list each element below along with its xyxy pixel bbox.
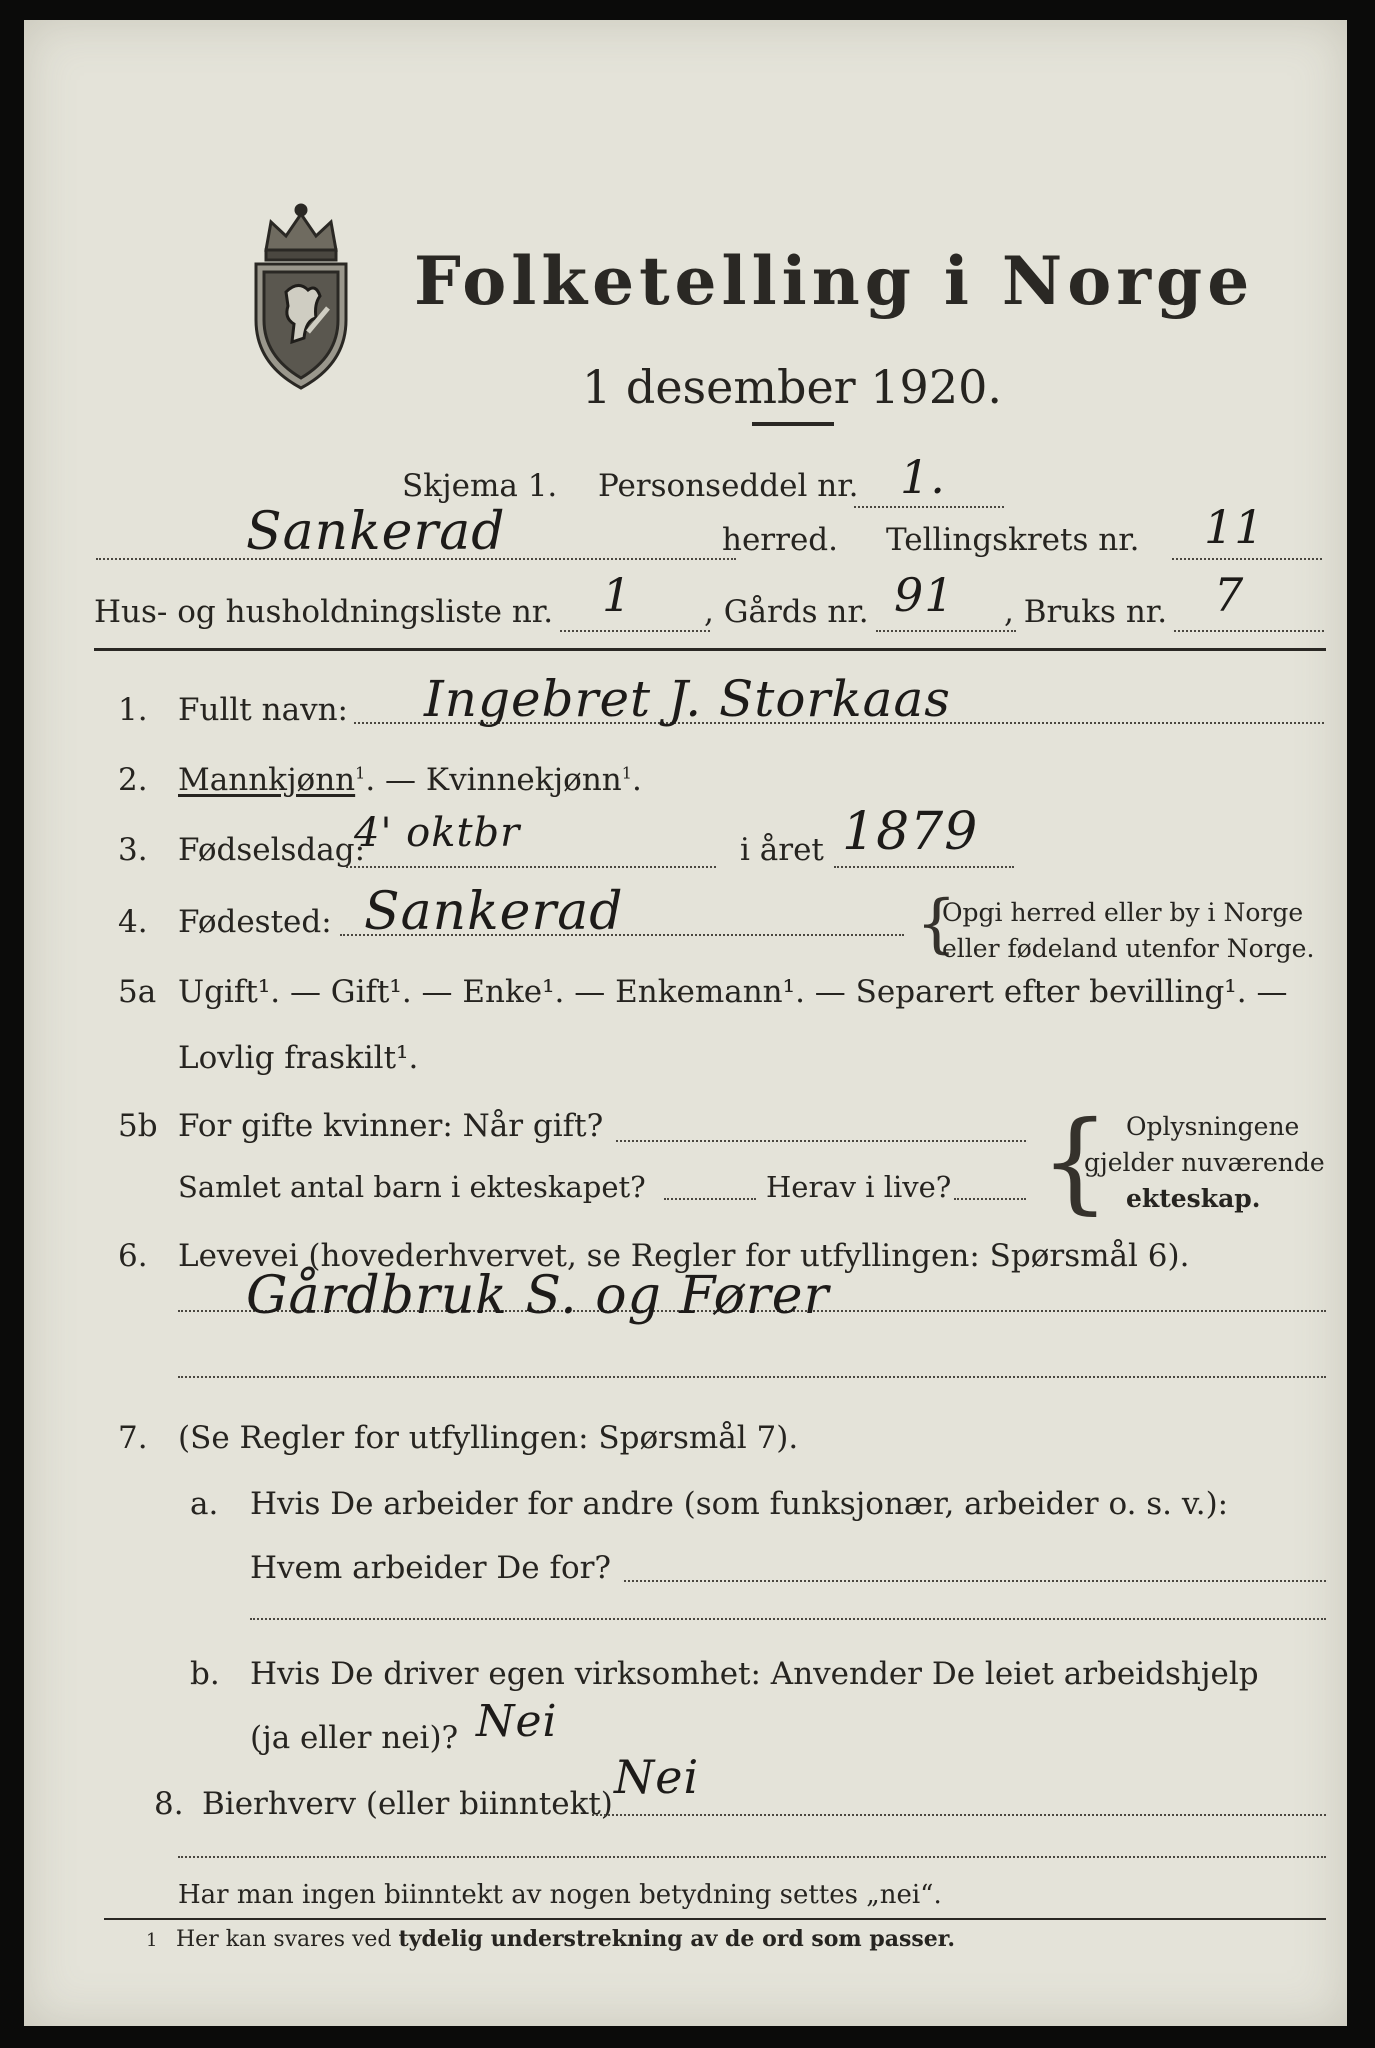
header-rule bbox=[94, 648, 1326, 651]
tellingskrets-label: Tellingskrets nr. bbox=[886, 522, 1140, 558]
q6-line-2 bbox=[178, 1376, 1326, 1378]
q3-year-value[interactable]: 1879 bbox=[842, 802, 979, 862]
census-form-sheet bbox=[24, 20, 1347, 2026]
q6-label: Levevei (hovederhvervet, se Regler for utfyllingen: Spørsmål 6). bbox=[178, 1238, 1190, 1274]
q3-number: 3. bbox=[118, 832, 148, 868]
q4-note-line2: eller fødeland utenfor Norge. bbox=[942, 934, 1315, 963]
footnote-text-bold: tydelig understrekning av de ord som passer. bbox=[398, 1926, 956, 1952]
footnote-text-plain: Her kan svares ved bbox=[176, 1927, 399, 1952]
q5b-note-line1: Oplysningene bbox=[1126, 1112, 1300, 1141]
q5a-number: 5a bbox=[118, 974, 157, 1010]
q5b-note-line3: ekteskap. bbox=[1126, 1184, 1261, 1213]
q3-day-value[interactable]: 4' oktbr bbox=[354, 810, 521, 856]
q1-full-name-value[interactable]: Ingebret J. Storkaas bbox=[424, 670, 951, 728]
q4-note-brace: { bbox=[916, 887, 957, 961]
q7b-letter: b. bbox=[190, 1656, 220, 1692]
bruks-line bbox=[1174, 630, 1324, 632]
husliste-value[interactable]: 1 bbox=[602, 568, 633, 622]
q6-occupation-value[interactable]: Gårdbruk S. og Fører bbox=[246, 1266, 830, 1326]
q7b-answer-value[interactable]: Nei bbox=[476, 1696, 558, 1747]
husliste-label: Hus- og husholdningsliste nr. bbox=[94, 594, 554, 630]
tellingskrets-value[interactable]: 11 bbox=[1204, 500, 1265, 554]
q2-end: . bbox=[631, 762, 642, 798]
q2-number: 2. bbox=[118, 762, 148, 798]
q8-note: Har man ingen biinntekt av nogen betydning settes „nei“. bbox=[178, 1880, 942, 1910]
q2-male-option[interactable]: Mannkjønn bbox=[178, 762, 356, 798]
q7a-line-1 bbox=[624, 1580, 1326, 1582]
q7a-text: Hvis De arbeider for andre (som funksjonær, arbeider o. s. v.): bbox=[250, 1486, 1229, 1522]
q2-female-option[interactable]: Kvinnekjønn bbox=[425, 762, 622, 798]
q7a-letter: a. bbox=[190, 1486, 219, 1522]
q4-birthplace-value[interactable]: Sankerad bbox=[364, 882, 624, 942]
q8-answer-value[interactable]: Nei bbox=[614, 1750, 700, 1804]
q4-label: Fødested: bbox=[178, 904, 332, 940]
personseddel-value[interactable]: 1. bbox=[900, 450, 946, 504]
gards-line bbox=[876, 630, 1016, 632]
q7b-text: Hvis De driver egen virksomhet: Anvender De leiet arbeidshjelp bbox=[250, 1656, 1259, 1692]
q7a-sub-label: Hvem arbeider De for? bbox=[250, 1550, 612, 1586]
footnote-rule bbox=[104, 1918, 1326, 1920]
q8-line-2 bbox=[178, 1856, 1326, 1858]
q2-separator: . — bbox=[365, 762, 426, 798]
form-date: 1 desember 1920. bbox=[582, 360, 1002, 414]
footnote-mark: 1 bbox=[146, 1930, 158, 1951]
gards-label: , Gårds nr. bbox=[704, 594, 869, 630]
q5a-marital-options[interactable]: Ugift¹. — Gift¹. — Enke¹. — Enkemann¹. — Separert efter bevilling¹. — bbox=[178, 974, 1288, 1010]
husliste-line bbox=[560, 630, 710, 632]
q5b-number: 5b bbox=[118, 1108, 158, 1144]
norwegian-coat-of-arms-icon bbox=[246, 192, 356, 392]
q7-number: 7. bbox=[118, 1420, 148, 1456]
footnote-text bbox=[176, 1926, 955, 1952]
title-divider bbox=[752, 422, 834, 426]
q5b-alive-label: Herav i live? bbox=[766, 1170, 952, 1204]
personseddel-line bbox=[854, 506, 1004, 508]
schema-label: Skjema 1. bbox=[402, 468, 558, 504]
bruks-label: , Bruks nr. bbox=[1004, 594, 1168, 630]
q5b-when-married-label: For gifte kvinner: Når gift? bbox=[178, 1108, 604, 1144]
q7b-sub-label: (ja eller nei)? bbox=[250, 1720, 459, 1756]
q2-male-footnote: 1 bbox=[355, 763, 366, 783]
q6-number: 6. bbox=[118, 1238, 148, 1274]
q3-year-line bbox=[834, 866, 1014, 868]
q1-label: Fullt navn: bbox=[178, 692, 348, 728]
q4-note-line1: Opgi herred eller by i Norge bbox=[942, 898, 1304, 927]
q3-day-line bbox=[346, 866, 716, 868]
q5b-note-line2: gjelder nuværende bbox=[1084, 1148, 1325, 1177]
q3-label: Fødselsdag: bbox=[178, 832, 366, 868]
q5b-children-line bbox=[664, 1198, 756, 1200]
gards-value[interactable]: 91 bbox=[894, 568, 955, 622]
personseddel-label: Personseddel nr. bbox=[598, 468, 859, 504]
q7-label: (Se Regler for utfyllingen: Spørsmål 7). bbox=[178, 1420, 799, 1456]
form-title: Folketelling i Norge bbox=[414, 242, 1255, 320]
q1-number: 1. bbox=[118, 692, 148, 728]
herred-label: herred. bbox=[722, 522, 838, 558]
q2-female-footnote: 1 bbox=[621, 763, 632, 783]
q8-line-1 bbox=[592, 1814, 1326, 1816]
tellingskrets-line bbox=[1172, 558, 1322, 560]
q5b-alive-line bbox=[954, 1198, 1026, 1200]
q8-label: Bierhverv (eller biinntekt) bbox=[202, 1786, 613, 1822]
q5a-marital-options-cont[interactable]: Lovlig fraskilt¹. bbox=[178, 1040, 419, 1076]
q3-year-label: i året bbox=[740, 832, 824, 868]
q4-number: 4. bbox=[118, 904, 148, 940]
q5b-children-label: Samlet antal barn i ekteskapet? bbox=[178, 1170, 646, 1204]
q5b-when-married-line bbox=[616, 1140, 1026, 1142]
bruks-value[interactable]: 7 bbox=[1214, 568, 1245, 622]
q8-number: 8. bbox=[154, 1786, 184, 1822]
q7a-line-2 bbox=[250, 1618, 1326, 1620]
q2-gender-options bbox=[178, 762, 642, 798]
herred-value[interactable]: Sankerad bbox=[246, 502, 506, 562]
q5b-note-brace: { bbox=[1040, 1097, 1110, 1225]
